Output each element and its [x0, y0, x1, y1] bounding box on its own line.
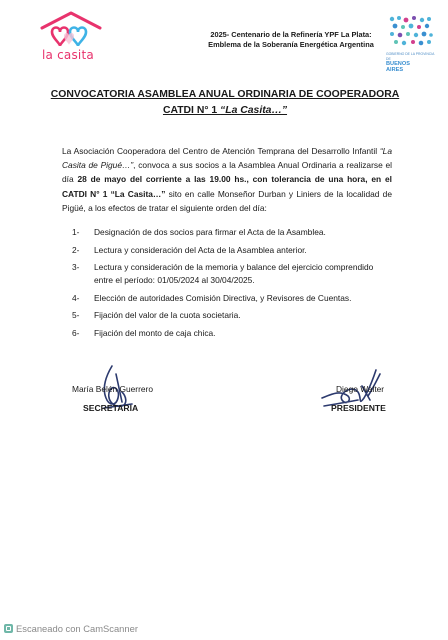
- list-item-number: 6-: [72, 327, 80, 338]
- title-line-1: CONVOCATORIA ASAMBLEA ANUAL ORDINARIA DE COOPERADORA: [50, 89, 400, 100]
- paragraph-part-5: sito en calle Monseñor Durban y Liniers de la localidad de Pigüé, a los efectos de tratar el siguiente orden del día:: [62, 188, 392, 213]
- list-item-text: Lectura y consideración de la memoria y balance del ejercicio comprendido entre el período: 01/05/2024 al 30/04/2025.: [94, 262, 374, 286]
- paragraph-part-1: La Asociación Cooperadora del Centro de Atención Temprana del Desarrollo Infantil: [62, 146, 380, 156]
- list-item: [72, 261, 392, 287]
- province-logo-text: [386, 52, 438, 73]
- secretary-role: SECRETARIA: [83, 403, 139, 413]
- list-item-text: Fijación del monto de caja chica.: [94, 327, 216, 338]
- list-item: [72, 244, 392, 257]
- list-item: [72, 226, 392, 239]
- paragraph-date-place: 28 de mayo del corriente a las 19.00 hs., con tolerancia de una hora, en el CATDI N° 1 “La Casita…”: [62, 174, 392, 199]
- title-la-casita: “La Casita…”: [220, 105, 288, 116]
- title-catdi: CATDI N° 1: [162, 105, 221, 116]
- president-name: Diego Walter: [336, 384, 385, 394]
- footer-text: Escaneado con CamScanner: [16, 623, 138, 634]
- province-name-line-2: AIRES: [386, 67, 404, 73]
- header-line-2: Emblema de la Soberanía Energética Argentina: [208, 40, 374, 49]
- header-centenary-text: [200, 30, 382, 50]
- agenda-list: [72, 226, 392, 345]
- province-name-line-1: BUENOS: [386, 61, 410, 67]
- camscanner-icon: [4, 624, 13, 633]
- list-item-number: 2-: [72, 244, 80, 255]
- list-item: [72, 292, 392, 305]
- logo-text: la casita: [42, 48, 94, 62]
- list-item-number: 4-: [72, 292, 80, 303]
- paragraph-institution-name: “La Casita de Pigué…”: [62, 146, 392, 171]
- president-role: PRESIDENTE: [331, 403, 386, 413]
- list-item-text: Fijación del valor de la cuota societaria.: [94, 310, 241, 321]
- list-item-number: 5-: [72, 310, 80, 321]
- list-item: [72, 309, 392, 322]
- list-item-text: Elección de autoridades Comisión Directiva, y Revisores de Cuentas.: [94, 292, 352, 303]
- list-item-number: 1-: [72, 227, 80, 237]
- convocation-paragraph: [62, 144, 392, 215]
- paragraph-part-3: , convoca a sus socios a la Asamblea Anual Ordinaria a realizarse el día: [62, 160, 392, 185]
- header-line-1: 2025- Centenario de la Refinería YPF La Plata:: [210, 30, 372, 39]
- list-item-text: Lectura y consideración del Acta de la Asamblea anterior.: [94, 244, 307, 255]
- list-item: [72, 327, 392, 340]
- province-small-text: GOBIERNO DE LA PROVINCIA DE: [386, 52, 435, 61]
- document-title: [40, 88, 410, 118]
- province-pattern-icon: [386, 14, 436, 50]
- secretary-name: María Belén Guerrero: [72, 384, 153, 394]
- camscanner-footer: [4, 623, 138, 634]
- list-item-number: 3-: [72, 262, 80, 273]
- list-item-text: Designación de dos socios para firmar el Acta de la Asamblea.: [94, 227, 326, 237]
- title-line-2: [40, 104, 410, 118]
